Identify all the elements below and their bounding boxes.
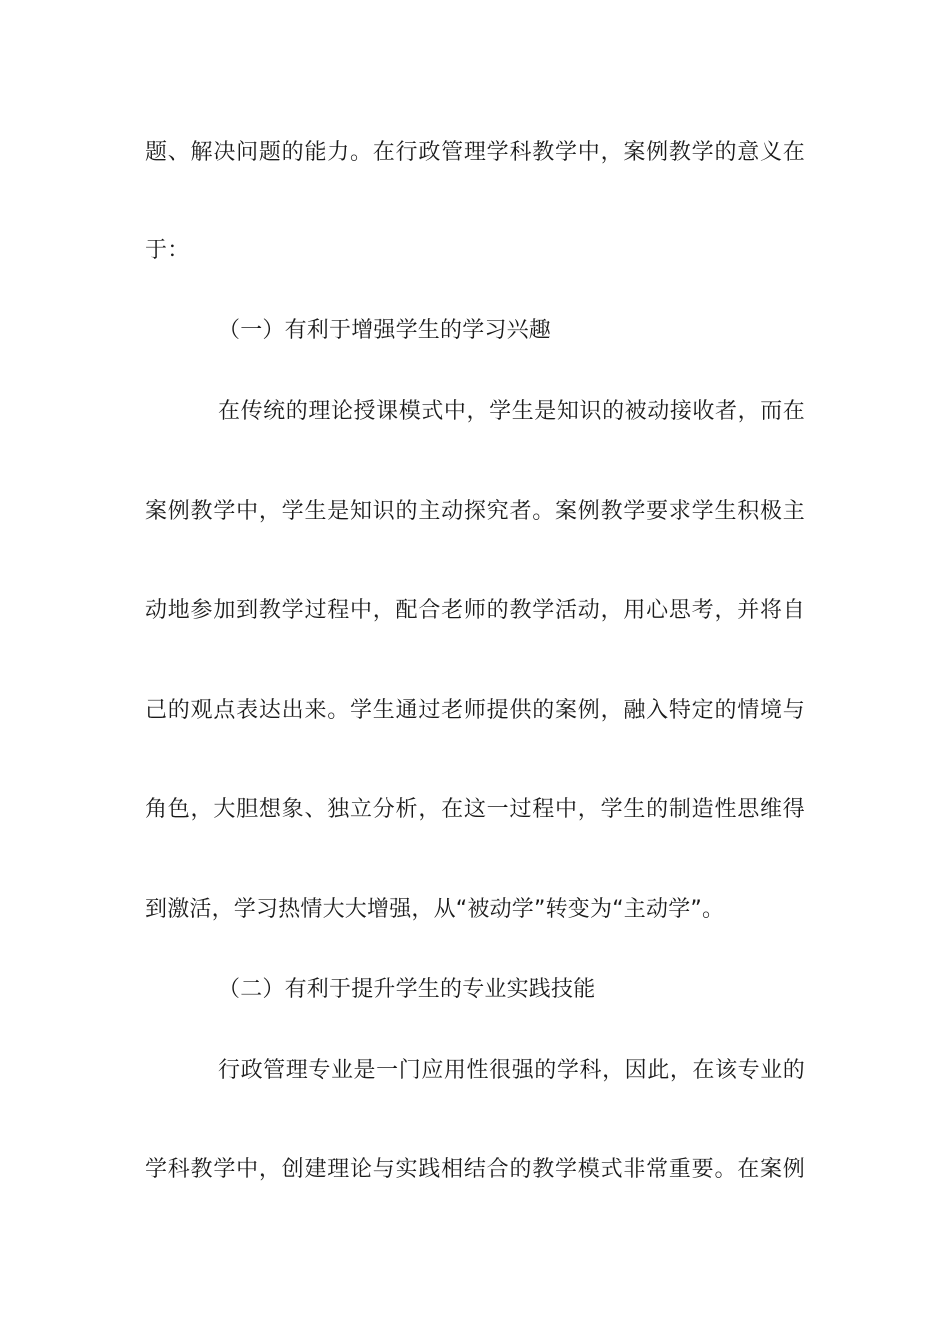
paragraph-line: 学科教学中，创建理论与实践相结合的教学模式非常重要。在案例 <box>145 1157 805 1182</box>
paragraph-line: 己的观点表达出来。学生通过老师提供的案例，融入特定的情境与 <box>145 698 805 723</box>
paragraph-line: 动地参加到教学过程中，配合老师的教学活动，用心思考，并将自 <box>145 598 805 623</box>
paragraph-line: 到激活，学习热情大大增强，从“被动学”转变为“主动学”。 <box>145 897 725 922</box>
paragraph-line: 在传统的理论授课模式中，学生是知识的被动接收者，而在 <box>218 399 805 424</box>
paragraph-line: 行政管理专业是一门应用性很强的学科，因此，在该专业的 <box>218 1058 805 1083</box>
paragraph-line: 角色，大胆想象、独立分析，在这一过程中，学生的制造性思维得 <box>145 797 805 822</box>
paragraph-line: 题、解决问题的能力。在行政管理学科教学中，案例教学的意义在 <box>145 140 805 165</box>
paragraph-line: 于： <box>145 238 190 263</box>
section-heading: （二）有利于提升学生的专业实践技能 <box>218 977 596 1002</box>
paragraph-line: 案例教学中，学生是知识的主动探究者。案例教学要求学生积极主 <box>145 499 805 524</box>
section-heading: （一）有利于增强学生的学习兴趣 <box>218 318 552 343</box>
